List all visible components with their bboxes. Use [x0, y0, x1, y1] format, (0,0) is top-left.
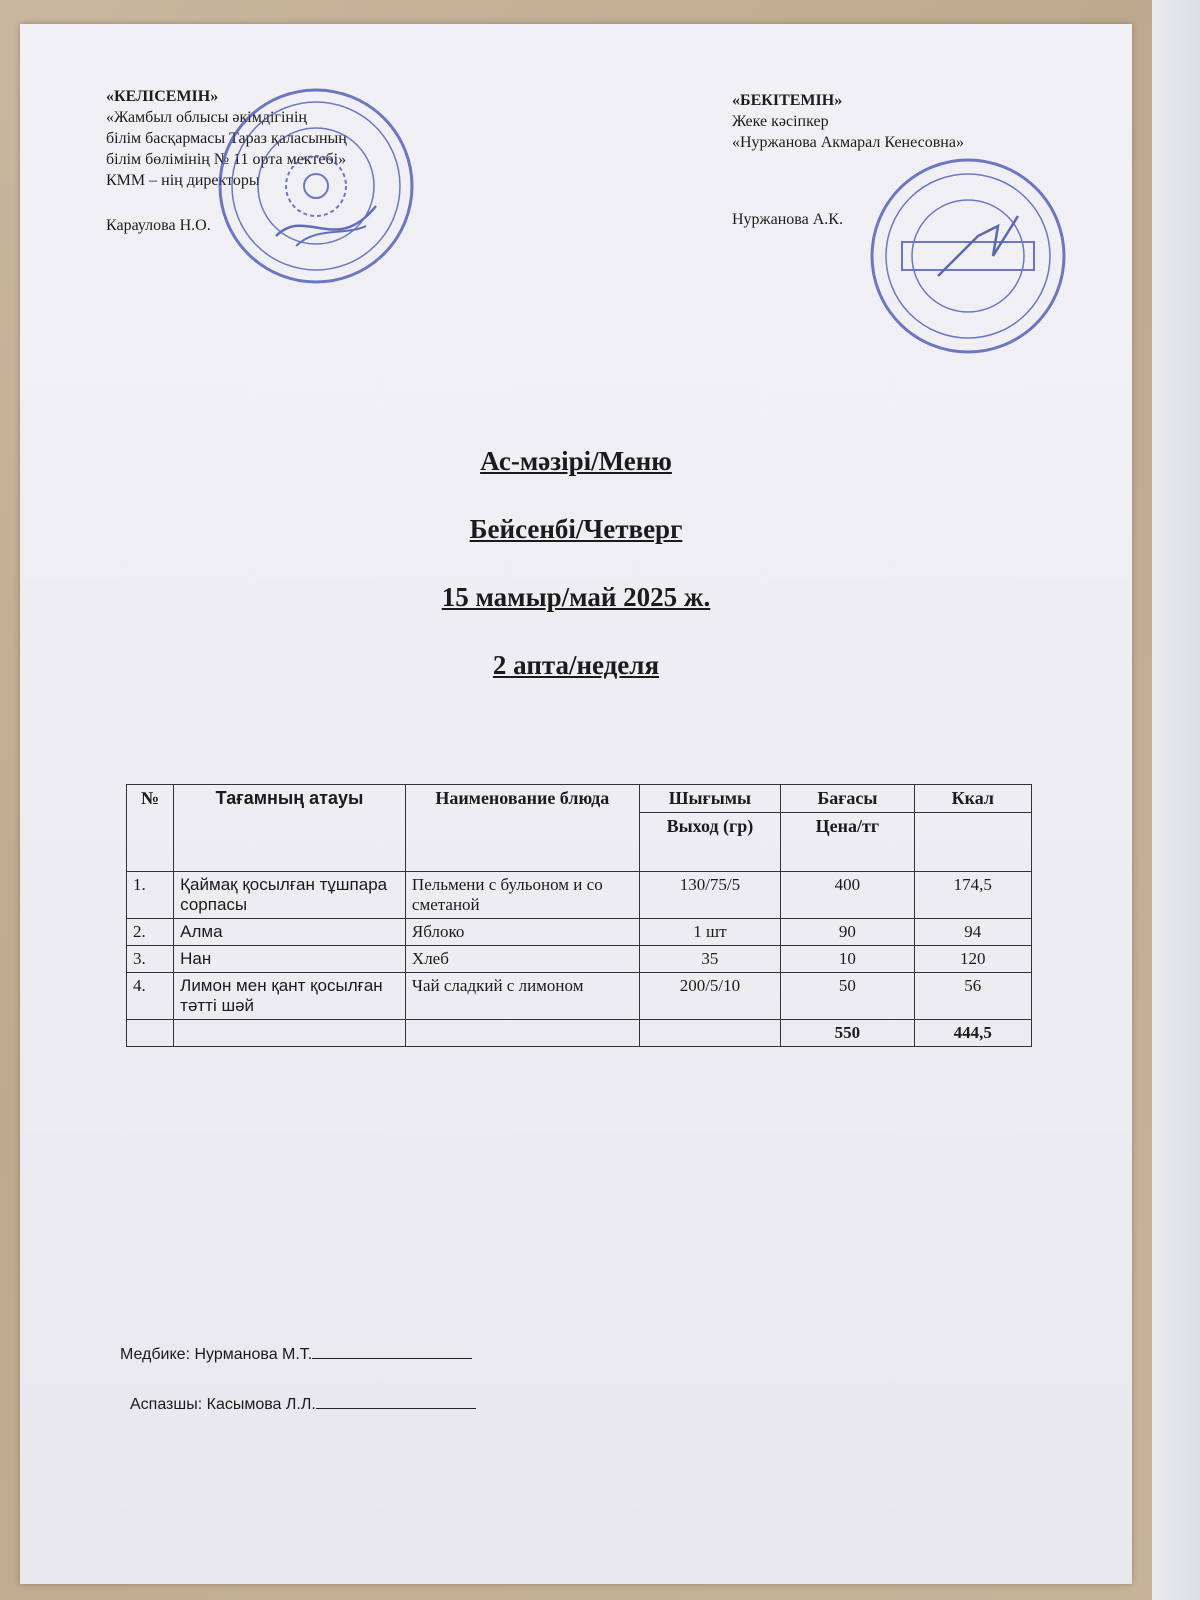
agreement-line: білім бөлімінің № 11 орта мектебі» — [106, 151, 347, 168]
nurse-signature — [120, 1344, 472, 1364]
agreement-line: «Жамбыл облысы әкімдігінің — [106, 109, 307, 126]
approval-line: Жеке кәсіпкер — [732, 113, 829, 130]
cell-price: 400 — [781, 872, 914, 919]
cell-num: 4. — [127, 973, 174, 1020]
cell-kcal: 120 — [914, 946, 1031, 973]
cell-kcal: 94 — [914, 919, 1031, 946]
cell-name-kz: Алма — [174, 919, 406, 946]
cell-name-ru: Пельмени с бульоном и со сметаной — [405, 872, 639, 919]
cell-name-ru: Яблоко — [405, 919, 639, 946]
table-row — [127, 946, 1032, 973]
approval-line: «Нуржанова Акмарал Кенесовна» — [732, 134, 964, 151]
agreement-line: білім басқармасы Тараз қаласының — [106, 130, 347, 147]
cell-name-kz: Лимон мен қант қосылған тәтті шәй — [174, 973, 406, 1020]
approval-title: «БЕКІТЕМІН» — [732, 92, 843, 109]
empty-cell — [174, 1020, 406, 1047]
header-kcal: Ккал — [914, 785, 1031, 813]
table-row — [127, 973, 1032, 1020]
header-kcal-blank — [914, 813, 1031, 872]
table-header-row — [127, 785, 1032, 813]
cook-signature — [130, 1394, 476, 1414]
empty-cell — [127, 1020, 174, 1047]
header-price-kz: Бағасы — [781, 785, 914, 813]
cell-output: 200/5/10 — [639, 973, 780, 1020]
cell-price: 10 — [781, 946, 914, 973]
signature-line — [316, 1394, 476, 1409]
header-name-ru: Наименование блюда — [405, 785, 639, 872]
day-title: Бейсенбі/Четверг — [469, 514, 683, 544]
cell-num: 2. — [127, 919, 174, 946]
nurse-label: Медбике: Нурманова М.Т. — [120, 1346, 313, 1363]
agreement-line: КММ – нің директоры — [106, 172, 260, 189]
header-output-kz: Шығымы — [639, 785, 780, 813]
menu-title: Ас-мәзірі/Меню — [480, 446, 672, 476]
cell-kcal: 56 — [914, 973, 1031, 1020]
cell-kcal: 174,5 — [914, 872, 1031, 919]
header-output-ru: Выход (гр) — [639, 813, 780, 872]
table-row — [127, 919, 1032, 946]
cook-label: Аспазшы: Касымова Л.Л. — [130, 1396, 316, 1413]
cell-name-kz: Қаймақ қосылған тұшпара сорпасы — [174, 872, 406, 919]
table-total-row — [127, 1020, 1032, 1047]
document-titles — [20, 444, 1132, 716]
agreement-title: «КЕЛІСЕМІН» — [106, 88, 219, 105]
document-page — [20, 24, 1132, 1584]
cell-output: 130/75/5 — [639, 872, 780, 919]
round-seal-icon — [216, 86, 416, 286]
cell-name-kz: Нан — [174, 946, 406, 973]
table-row — [127, 872, 1032, 919]
agreement-signer: Караулова Н.О. — [106, 217, 211, 234]
cell-name-ru: Хлеб — [405, 946, 639, 973]
approval-signer: Нуржанова А.К. — [732, 211, 843, 228]
cell-output: 35 — [639, 946, 780, 973]
cell-output: 1 шт — [639, 919, 780, 946]
header-num: № — [127, 785, 174, 872]
cell-num: 3. — [127, 946, 174, 973]
total-kcal: 444,5 — [914, 1020, 1031, 1047]
total-price: 550 — [781, 1020, 914, 1047]
header-price-ru: Цена/тг — [781, 813, 914, 872]
round-seal-icon — [868, 156, 1068, 356]
cell-price: 50 — [781, 973, 914, 1020]
empty-cell — [639, 1020, 780, 1047]
cell-name-ru: Чай сладкий с лимоном — [405, 973, 639, 1020]
week-title: 2 апта/неделя — [492, 650, 660, 680]
signature-line — [312, 1344, 472, 1359]
empty-cell — [405, 1020, 639, 1047]
date-title: 15 мамыр/май 2025 ж. — [441, 582, 711, 612]
menu-table — [126, 784, 1032, 1047]
cell-price: 90 — [781, 919, 914, 946]
header-name-kz: Тағамның атауы — [174, 785, 406, 872]
adjacent-sheet — [1152, 0, 1200, 1600]
cell-num: 1. — [127, 872, 174, 919]
